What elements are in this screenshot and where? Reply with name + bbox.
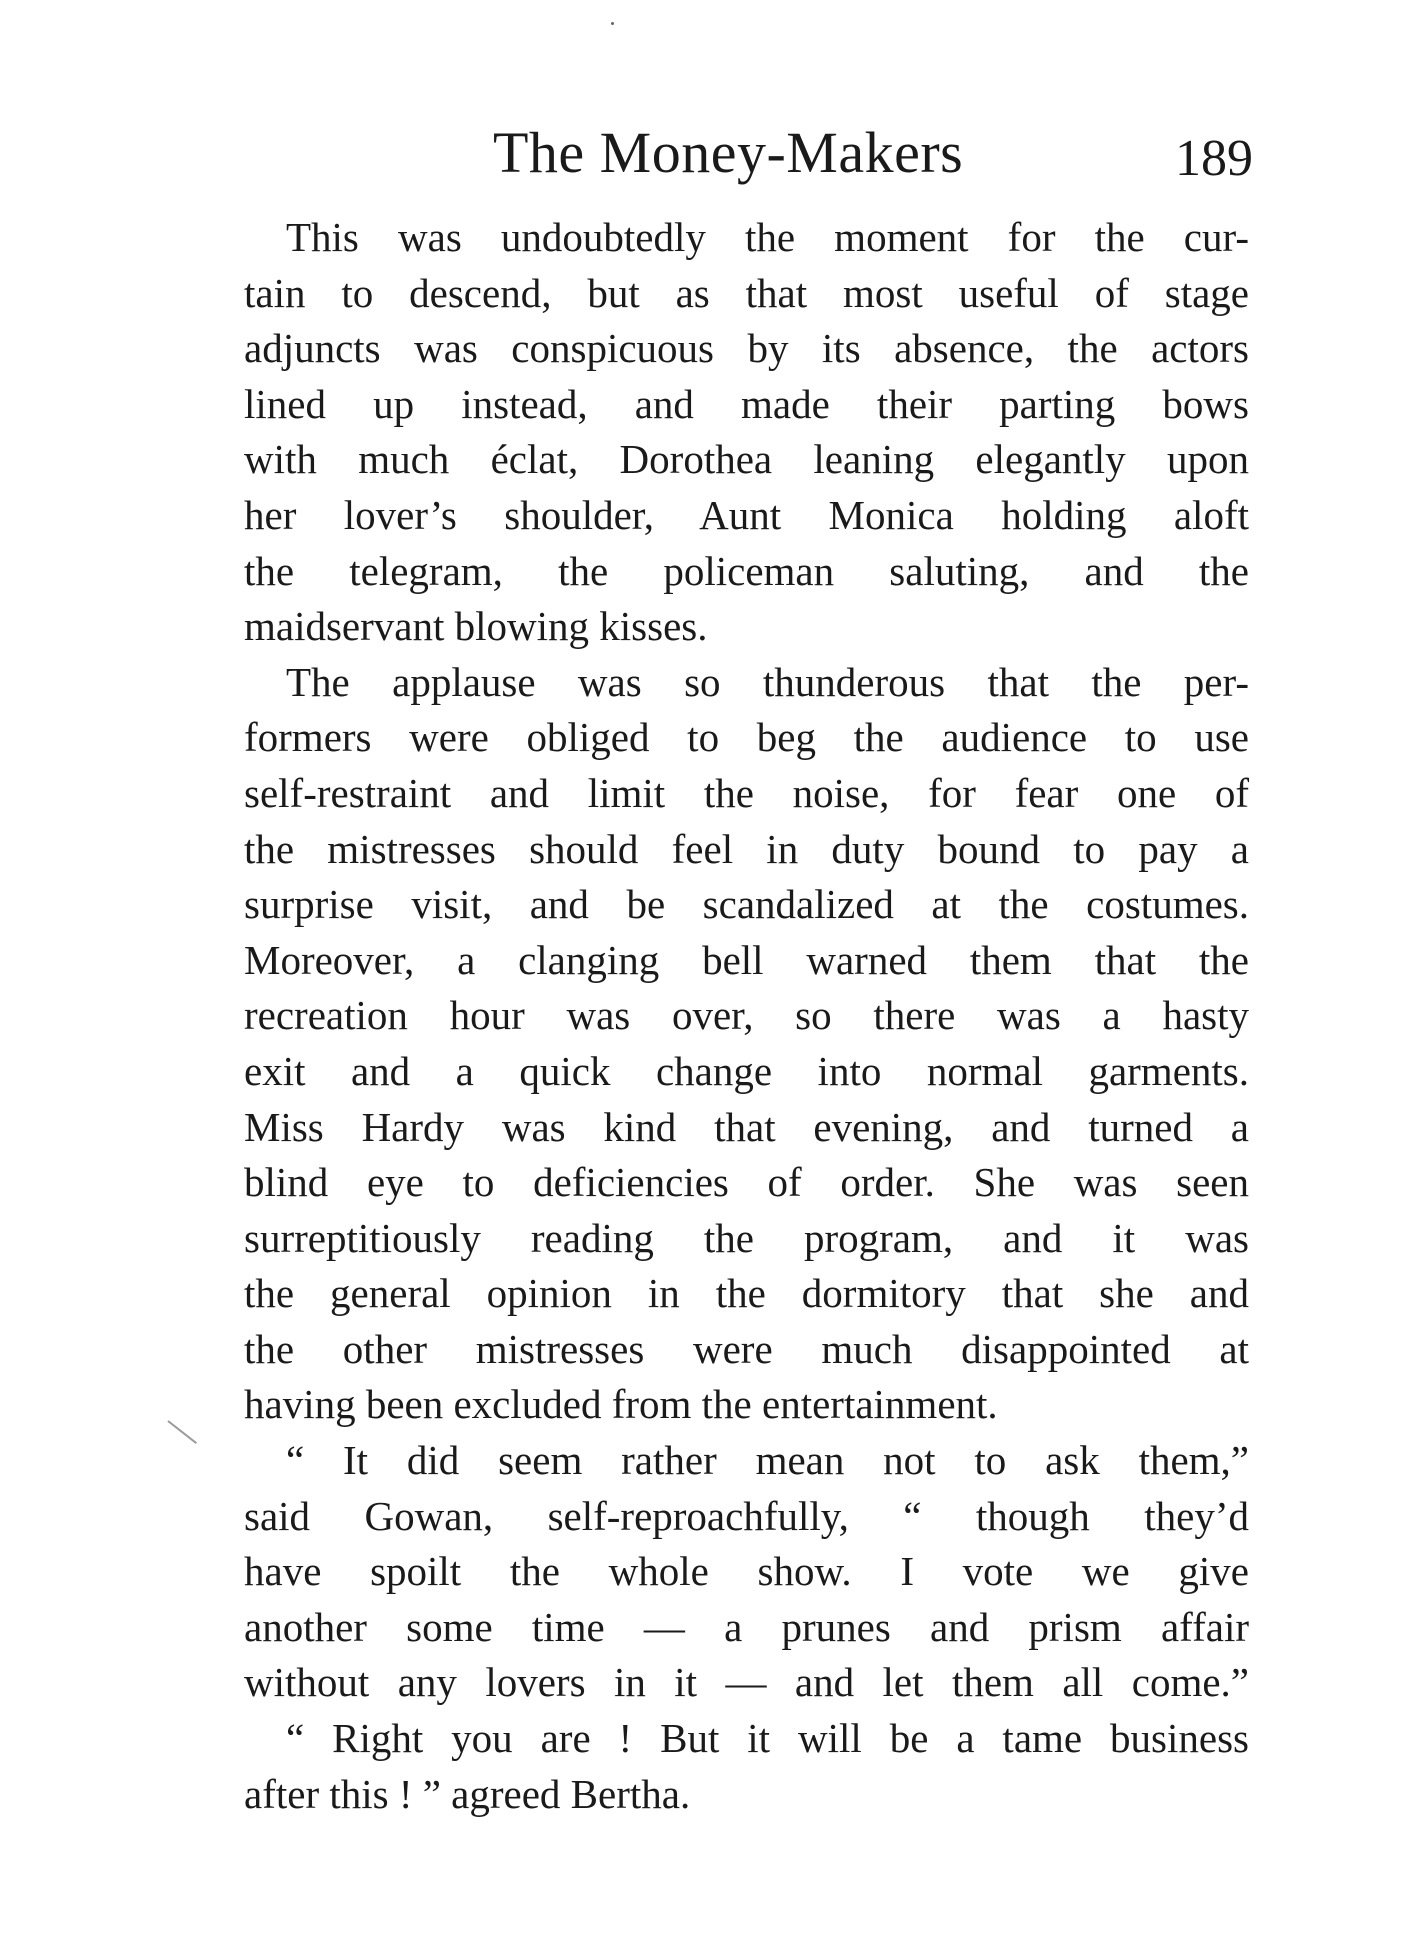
text-line: Moreover, a clanging bell warned them that the	[244, 936, 1249, 983]
text-line: without any lovers in it — and let them all come.”	[244, 1659, 1249, 1706]
text-line: This was undoubtedly the moment for the cur-	[286, 214, 1249, 260]
text-line: the mistresses should feel in duty bound to pay a	[244, 825, 1249, 872]
text-line: “ Right you are ! But it will be a tame business	[286, 1715, 1249, 1762]
text-line: the general opinion in the dormitory that she and	[244, 1270, 1249, 1317]
running-title: The Money-Makers	[493, 120, 964, 185]
text-line: surreptitiously reading the program, and it was	[244, 1214, 1249, 1261]
text-line: tain to descend, but as that most useful of stage	[244, 269, 1249, 316]
text-line: The applause was so thunderous that the per-	[286, 658, 1249, 705]
text-line: self-restraint and limit the noise, for fear one of	[244, 769, 1249, 816]
paragraph	[244, 1711, 1249, 1822]
scan-speck	[611, 22, 614, 25]
text-line: maidservant blowing kisses.	[244, 603, 708, 650]
text-line: blind eye to deficiencies of order. She was seen	[244, 1159, 1249, 1206]
text-line: the telegram, the policeman saluting, and the	[244, 547, 1249, 594]
text-line: another some time — a prunes and prism affair	[244, 1603, 1249, 1650]
text-line: have spoilt the whole show. I vote we give	[244, 1548, 1249, 1595]
page-number: 189	[1175, 130, 1253, 187]
text-line: Miss Hardy was kind that evening, and turned a	[244, 1103, 1249, 1150]
paragraph	[244, 1433, 1249, 1711]
text-line: the other mistresses were much disappointed at	[244, 1325, 1249, 1372]
text-line: with much éclat, Dorothea leaning elegantly upon	[244, 436, 1249, 483]
scan-mark	[167, 1420, 197, 1444]
text-line: formers were obliged to beg the audience to use	[244, 714, 1249, 761]
paragraph	[244, 655, 1249, 1433]
text-line: adjuncts was conspicuous by its absence, the actors	[244, 325, 1249, 372]
text-line: “ It did seem rather mean not to ask them,”	[286, 1437, 1249, 1484]
text-line: after this ! ” agreed Bertha.	[244, 1770, 691, 1817]
body-text	[244, 210, 1249, 1822]
running-head	[0, 118, 1428, 188]
paragraph	[244, 210, 1249, 655]
text-line: her lover’s shoulder, Aunt Monica holding aloft	[244, 491, 1249, 538]
text-line: said Gowan, self-reproachfully, “ though they’d	[244, 1492, 1249, 1539]
text-line: recreation hour was over, so there was a hasty	[244, 992, 1249, 1039]
text-line: lined up instead, and made their parting bows	[244, 380, 1249, 427]
text-line: exit and a quick change into normal garments.	[244, 1047, 1249, 1094]
text-line: surprise visit, and be scandalized at the costumes.	[244, 881, 1249, 928]
text-line: having been excluded from the entertainment.	[244, 1381, 998, 1428]
